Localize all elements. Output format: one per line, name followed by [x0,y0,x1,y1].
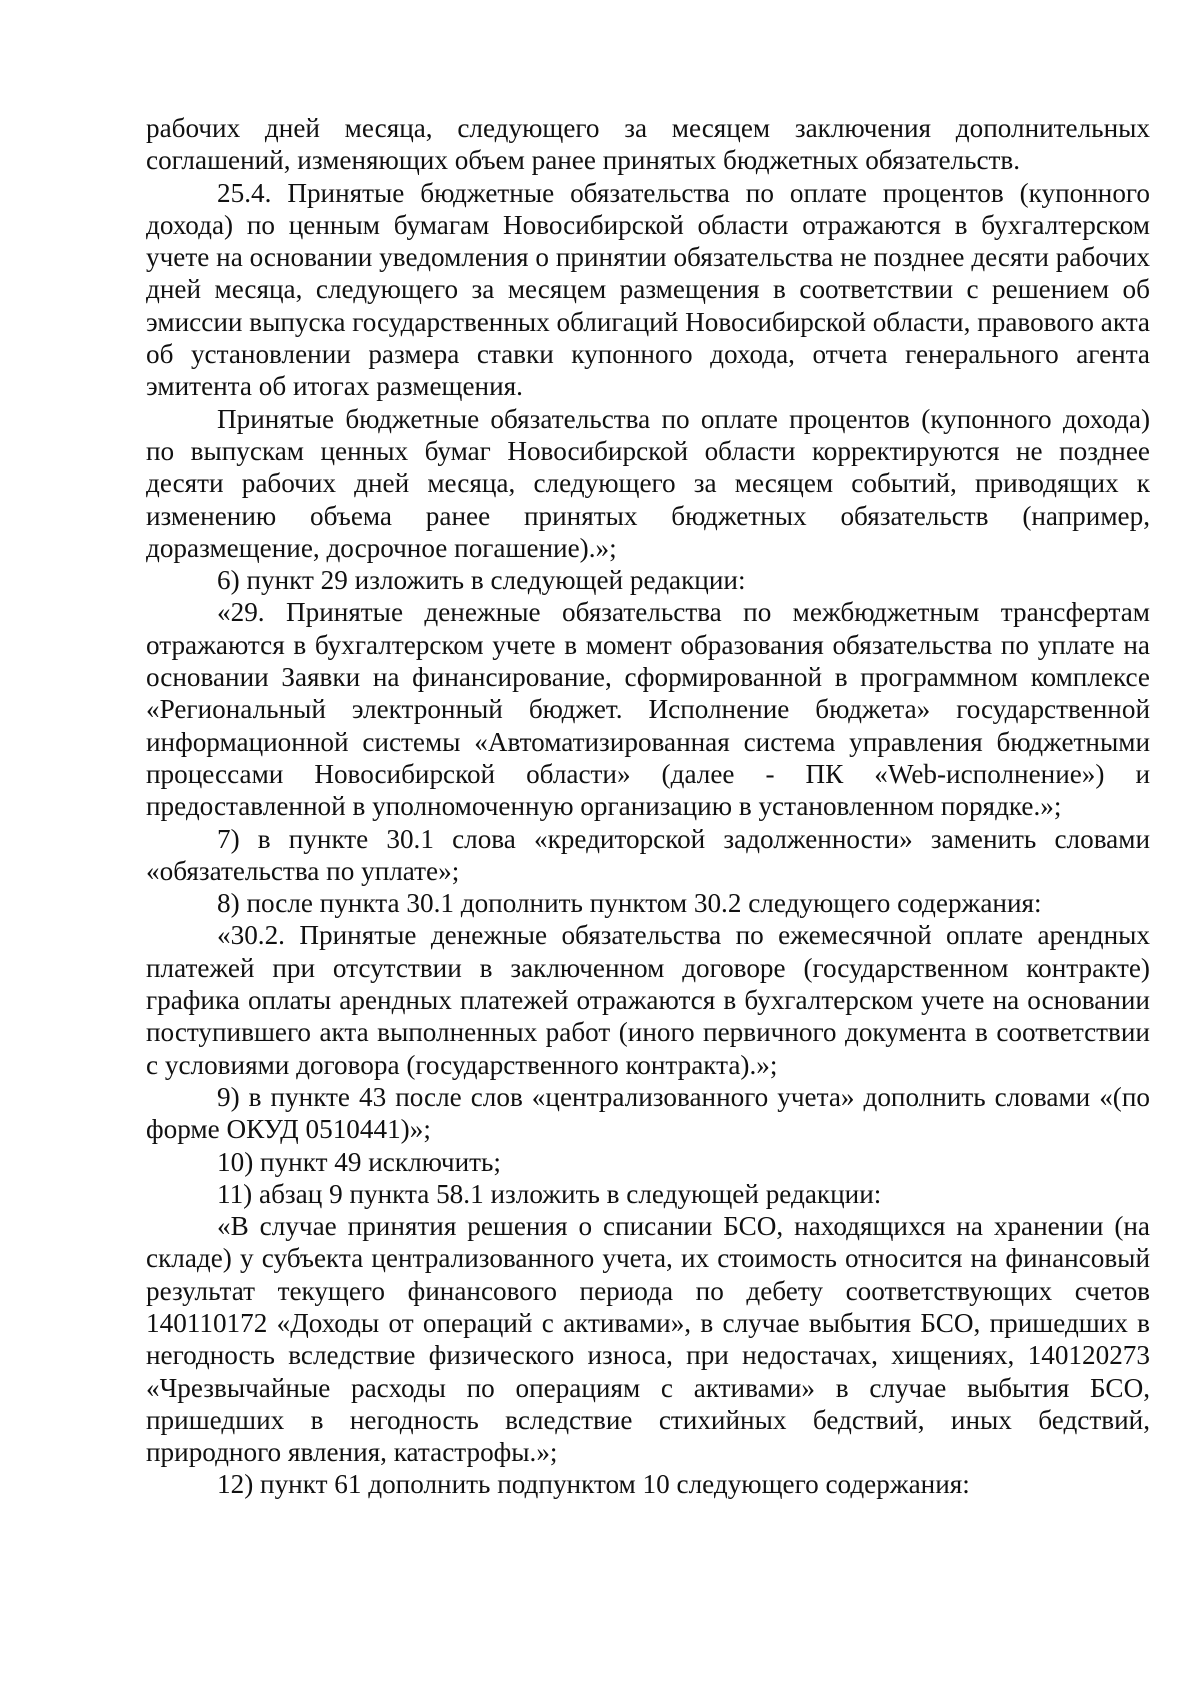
paragraph: «В случае принятия решения о списании БСО, находящихся на хранении (на складе) у субъекта централизованного учета, их стоимость относится на финансовый результат текущего финансового периода по дебету соответствующих счетов 140110172 «Доходы от операций с активами», в случае выбытия БСО, пришедших в негодность вследствие физического износа, при недостачах, хищениях, 140120273 «Чрезвычайные расходы по операциям с активами» в случае выбытия БСО, пришедших в негодность вследствие стихийных бедствий, иных бедствий, природного явления, катастрофы.»; [146,1211,1150,1468]
paragraph: «29. Принятые денежные обязательства по межбюджетным трансфертам отражаются в бухгалтерском учете в момент образования обязательства по уплате на основании Заявки на финансирование, сформированной в программном комплексе «Региональный электронный бюджет. Исполнение бюджета» государственной информационной системы «Автоматизированная система управления бюджетными процессами Новосибирской области» (далее - ПК «Web-исполнение») и предоставленной в уполномоченную организацию в установленном порядке.»; [146,597,1150,822]
paragraph: 7) в пункте 30.1 слова «кредиторской задолженности» заменить словами «обязательства по уплате»; [146,823,1150,886]
paragraph: 25.4. Принятые бюджетные обязательства по оплате процентов (купонного дохода) по ценным бумагам Новосибирской области отражаются в бухгалтерском учете на основании уведомления о принятии обязательства не позднее десяти рабочих дней месяца, следующего за месяцем размещения в соответствии с решением об эмиссии выпуска государственных облигаций Новосибирской области, правового акта об установлении размера ставки купонного дохода, отчета генерального агента эмитента об итогах размещения. [146,177,1150,402]
paragraph: 12) пункт 61 дополнить подпунктом 10 следующего содержания: [217,1469,970,1500]
paragraph: рабочих дней месяца, следующего за месяцем заключения дополнительных соглашений, изменяющих объем ранее принятых бюджетных обязательств. [146,113,1150,176]
paragraph: 9) в пункте 43 после слов «централизованного учета» дополнить словами «(по форме ОКУД 0510441)»; [146,1081,1150,1145]
paragraph: 8) после пункта 30.1 дополнить пунктом 30.2 следующего содержания: [217,888,1042,919]
document-page [146,112,1150,1501]
paragraph: 11) абзац 9 пункта 58.1 изложить в следующей редакции: [217,1178,882,1209]
paragraph: 6) пункт 29 изложить в следующей редакции: [217,565,746,596]
paragraph: Принятые бюджетные обязательства по оплате процентов (купонного дохода) по выпускам ценных бумаг Новосибирской области корректируются не позднее десяти рабочих дней месяца, следующего за месяцем событий, приводящих к изменению объема ранее принятых бюджетных обязательств (например, доразмещение, досрочное погашение).»; [146,403,1150,563]
paragraph: «30.2. Принятые денежные обязательства по ежемесячной оплате арендных платежей при отсутствии в заключенном договоре (государственном контракте) графика оплаты арендных платежей отражаются в бухгалтерском учете на основании поступившего акта выполненных работ (иного первичного документа в соответствии с условиями договора (государственного контракта).»; [146,920,1150,1080]
paragraph: 10) пункт 49 исключить; [217,1146,501,1177]
